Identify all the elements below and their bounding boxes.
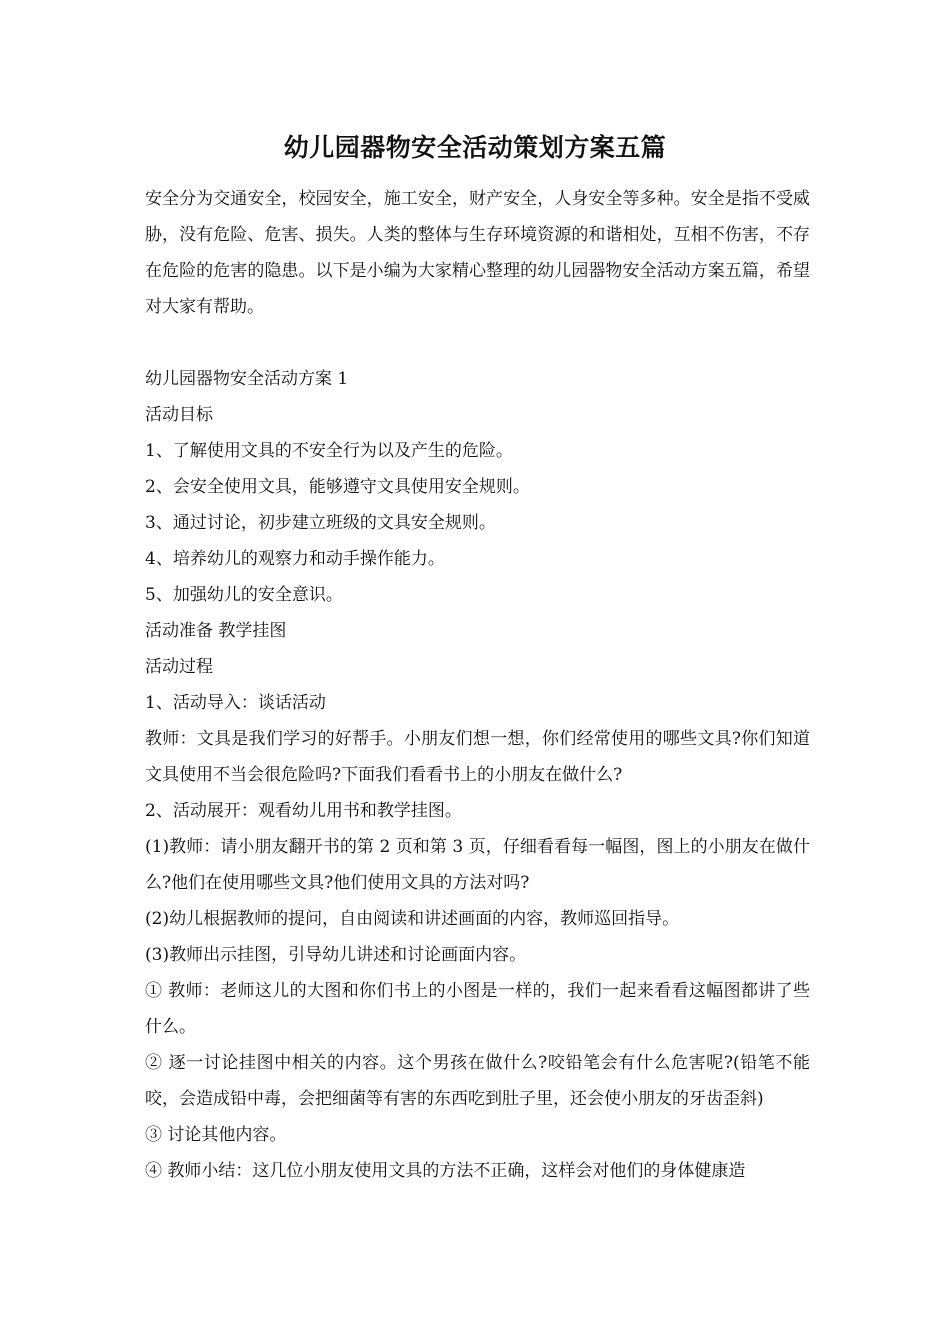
process-step: (1)教师：请小朋友翻开书的第 2 页和第 3 页，仔细看看每一幅图，图上的小朋友在做什么?他们在使用哪些文具?他们使用文具的方法对吗? <box>145 837 810 893</box>
intro-paragraph: 安全分为交通安全，校园安全，施工安全，财产安全，人身安全等多种。安全是指不受威胁，没有危险、危害、损失。人类的整体与生存环境资源的和谐相处，互相不伤害，不存在危险的危害的隐患。以下是小编为大家精心整理的幼儿园器物安全活动方案五篇，希望对大家有帮助。 <box>145 189 810 317</box>
section-heading: 幼儿园器物安全活动方案 1 <box>145 369 349 389</box>
goal-item: 4、培养幼儿的观察力和动手操作能力。 <box>145 549 445 569</box>
document-title: 幼儿园器物安全活动策划方案五篇 <box>283 133 667 162</box>
process-step: ② 逐一讨论挂图中相关的内容。这个男孩在做什么?咬铅笔会有什么危害呢?(铅笔不能咬，会造成铅中毒，会把细菌等有害的东西吃到肚子里，还会使小朋友的牙齿歪斜) <box>145 1053 810 1109</box>
paragraph-spacer <box>145 325 810 361</box>
process-step: 2、活动展开：观看幼儿用书和教学挂图。 <box>145 801 462 821</box>
process-step: ① 教师：老师这儿的大图和你们书上的小图是一样的，我们一起来看看这幅图都讲了些什么。 <box>145 981 810 1037</box>
goal-item: 5、加强幼儿的安全意识。 <box>145 585 343 605</box>
preparation-line: 活动准备 教学挂图 <box>145 621 287 641</box>
process-step: (2)幼儿根据教师的提问，自由阅读和讲述画面的内容，教师巡回指导。 <box>145 909 680 929</box>
goal-heading: 活动目标 <box>145 405 213 425</box>
process-step: 教师：文具是我们学习的好帮手。小朋友们想一想，你们经常使用的哪些文具?你们知道文具使用不当会很危险吗?下面我们看看书上的小朋友在做什么? <box>145 729 810 785</box>
goal-item: 3、通过讨论，初步建立班级的文具安全规则。 <box>145 513 496 533</box>
goal-item: 2、会安全使用文具，能够遵守文具使用安全规则。 <box>145 477 530 497</box>
process-heading: 活动过程 <box>145 657 213 677</box>
process-step: ④ 教师小结：这几位小朋友使用文具的方法不正确，这样会对他们的身体健康造 <box>145 1161 746 1181</box>
goal-item: 1、了解使用文具的不安全行为以及产生的危险。 <box>145 441 513 461</box>
process-step: ③ 讨论其他内容。 <box>145 1125 287 1145</box>
document-body <box>145 181 810 1189</box>
process-step: 1、活动导入：谈话活动 <box>145 693 326 713</box>
process-step: (3)教师出示挂图，引导幼儿讲述和讨论画面内容。 <box>145 945 527 965</box>
